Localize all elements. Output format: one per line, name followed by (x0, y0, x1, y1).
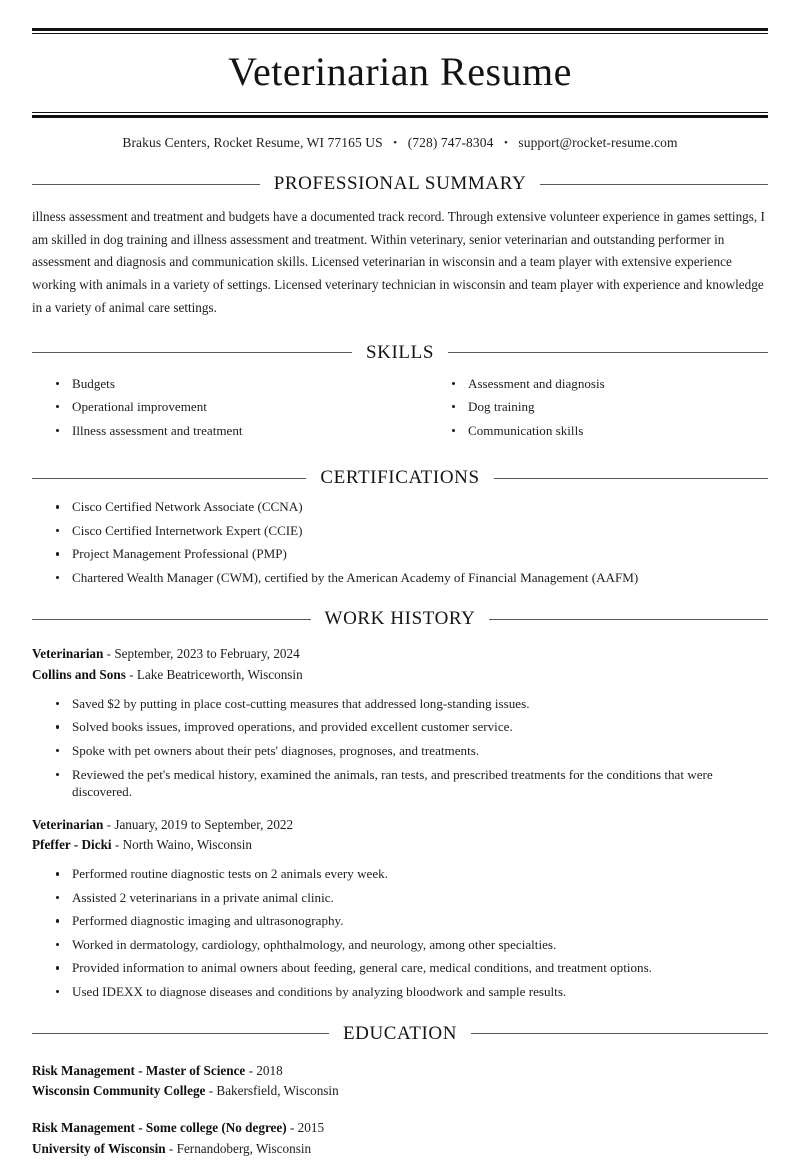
section-title-skills: SKILLS (366, 341, 434, 363)
section-rule-left (32, 478, 306, 479)
section-title-work-history: WORK HISTORY (324, 608, 476, 630)
job-dates: September, 2023 to February, 2024 (114, 646, 300, 662)
contact-phone[interactable]: (728) 747-8304 (407, 135, 494, 150)
contact-separator-1: • (393, 137, 398, 149)
list-item: Worked in dermatology, cardiology, ophthalmology, and neurology, among other specialties. (54, 936, 768, 954)
list-item: Illness assessment and treatment (54, 422, 400, 440)
list-item: Reviewed the pet's medical history, examined the animals, ran tests, and prescribed treatments for the conditions that were discovered. (54, 766, 768, 801)
section-header-certifications (32, 467, 768, 489)
skills-column-left (32, 375, 400, 446)
education-entry (32, 1061, 768, 1103)
job-title-line: Veterinarian - September, 2023 to February, 2024 (32, 646, 300, 662)
list-item: Cisco Certified Network Associate (CCNA) (54, 498, 768, 516)
section-rule-right (489, 619, 768, 620)
section-rule-left (32, 184, 260, 185)
skills-column-right (400, 375, 768, 446)
contact-email[interactable]: support@rocket-resume.com (518, 135, 678, 150)
summary-text: illness assessment and treatment and budgets have a documented track record. Through extensive volunteer experience in games settings, I am skilled in dog training and illness assessment and treatment. Within veterinary, senior veterinarian and outstanding performer in assessment and diagnosis and communication skills. Licensed veterinarian in wisconsin and a team player with extensive experience working with animals in a variety of settings. Licensed veterinary technician in wisconsin and team player with experience and knowledge in a variety of animal care settings. (32, 209, 765, 315)
skills-list-left (32, 375, 400, 440)
list-item: Chartered Wealth Manager (CWM), certified by the American Academy of Financial Management (AAFM) (54, 569, 768, 587)
section-header-summary (32, 173, 768, 195)
section-rule-right (540, 184, 768, 185)
job-title: Veterinarian (32, 816, 104, 832)
work-history-entry (32, 815, 768, 1001)
job-dates: January, 2019 to September, 2022 (114, 816, 294, 832)
education-school-line: Wisconsin Community College - Bakersfield, Wisconsin (32, 1083, 339, 1099)
education-school-line: University of Wisconsin - Fernandoberg, Wisconsin (32, 1141, 312, 1157)
job-bullets (32, 865, 768, 1000)
list-item: Dog training (450, 398, 768, 416)
list-item: Communication skills (450, 422, 768, 440)
education-location: Bakersfield, Wisconsin (216, 1083, 339, 1099)
list-item: Project Management Professional (PMP) (54, 545, 768, 563)
section-title-certifications: CERTIFICATIONS (320, 467, 480, 489)
list-item: Budgets (54, 375, 400, 393)
list-item: Spoke with pet owners about their pets' diagnoses, prognoses, and treatments. (54, 742, 768, 760)
list-item: Provided information to animal owners about feeding, general care, medical conditions, and treatment options. (54, 959, 768, 977)
job-title-line: Veterinarian - January, 2019 to September, 2022 (32, 816, 294, 832)
education-year: 2018 (256, 1062, 283, 1078)
section-rule-right (471, 1033, 768, 1034)
list-item: Performed diagnostic imaging and ultrasonography. (54, 912, 768, 930)
page-title: Veterinarian Resume (228, 49, 572, 94)
job-company-line: Collins and Sons - Lake Beatriceworth, Wisconsin (32, 667, 303, 683)
list-item: Operational improvement (54, 398, 400, 416)
section-title-summary: PROFESSIONAL SUMMARY (273, 173, 527, 194)
list-item: Saved $2 by putting in place cost-cutting measures that addressed long-standing issues. (54, 695, 768, 713)
education-degree-line: Risk Management - Some college (No degree) - 2015 (32, 1120, 325, 1136)
job-company: Pfeffer - Dicki (32, 837, 112, 853)
certifications-list (32, 498, 768, 586)
list-item: Assisted 2 veterinarians in a private animal clinic. (54, 889, 768, 907)
contact-address: Brakus Centers, Rocket Resume, WI 77165 US (122, 135, 383, 150)
list-item: Performed routine diagnostic tests on 2 animals every week. (54, 865, 768, 883)
education-location: Fernandoberg, Wisconsin (176, 1141, 312, 1157)
section-rule-left (32, 1033, 329, 1034)
list-item: Used IDEXX to diagnose diseases and conditions by analyzing bloodwork and sample results. (54, 983, 768, 1001)
list-item: Solved books issues, improved operations, and provided excellent customer service. (54, 718, 768, 736)
section-rule-right (448, 352, 768, 353)
section-title-education: EDUCATION (342, 1022, 458, 1044)
resume-page (0, 28, 800, 1157)
section-header-work-history (32, 608, 768, 630)
education-degree: Risk Management - Some college (No degree) (32, 1120, 287, 1136)
job-location: Lake Beatriceworth, Wisconsin (136, 667, 303, 683)
list-item: Assessment and diagnosis (450, 375, 768, 393)
section-rule-right (494, 478, 768, 479)
contact-line (32, 118, 768, 151)
contact-separator-2: • (503, 137, 508, 149)
section-rule-left (32, 619, 311, 620)
job-company-line: Pfeffer - Dicki - North Waino, Wisconsin (32, 837, 252, 853)
job-bullets (32, 695, 768, 801)
section-header-skills (32, 342, 768, 364)
skills-list-right (428, 375, 768, 440)
job-location: North Waino, Wisconsin (122, 837, 252, 853)
list-item: Cisco Certified Internetwork Expert (CCIE) (54, 522, 768, 540)
skills-columns (32, 373, 768, 446)
work-history-entry (32, 644, 768, 800)
education-school: Wisconsin Community College (32, 1083, 206, 1099)
education-degree: Risk Management - Master of Science (32, 1062, 246, 1078)
education-entry (32, 1118, 768, 1160)
education-year: 2015 (297, 1120, 325, 1136)
job-company: Collins and Sons (32, 667, 126, 683)
education-degree-line: Risk Management - Master of Science - 2018 (32, 1062, 283, 1078)
education-school: University of Wisconsin (32, 1141, 166, 1157)
section-rule-left (32, 352, 352, 353)
job-title: Veterinarian (32, 646, 104, 662)
section-header-education (32, 1023, 768, 1045)
